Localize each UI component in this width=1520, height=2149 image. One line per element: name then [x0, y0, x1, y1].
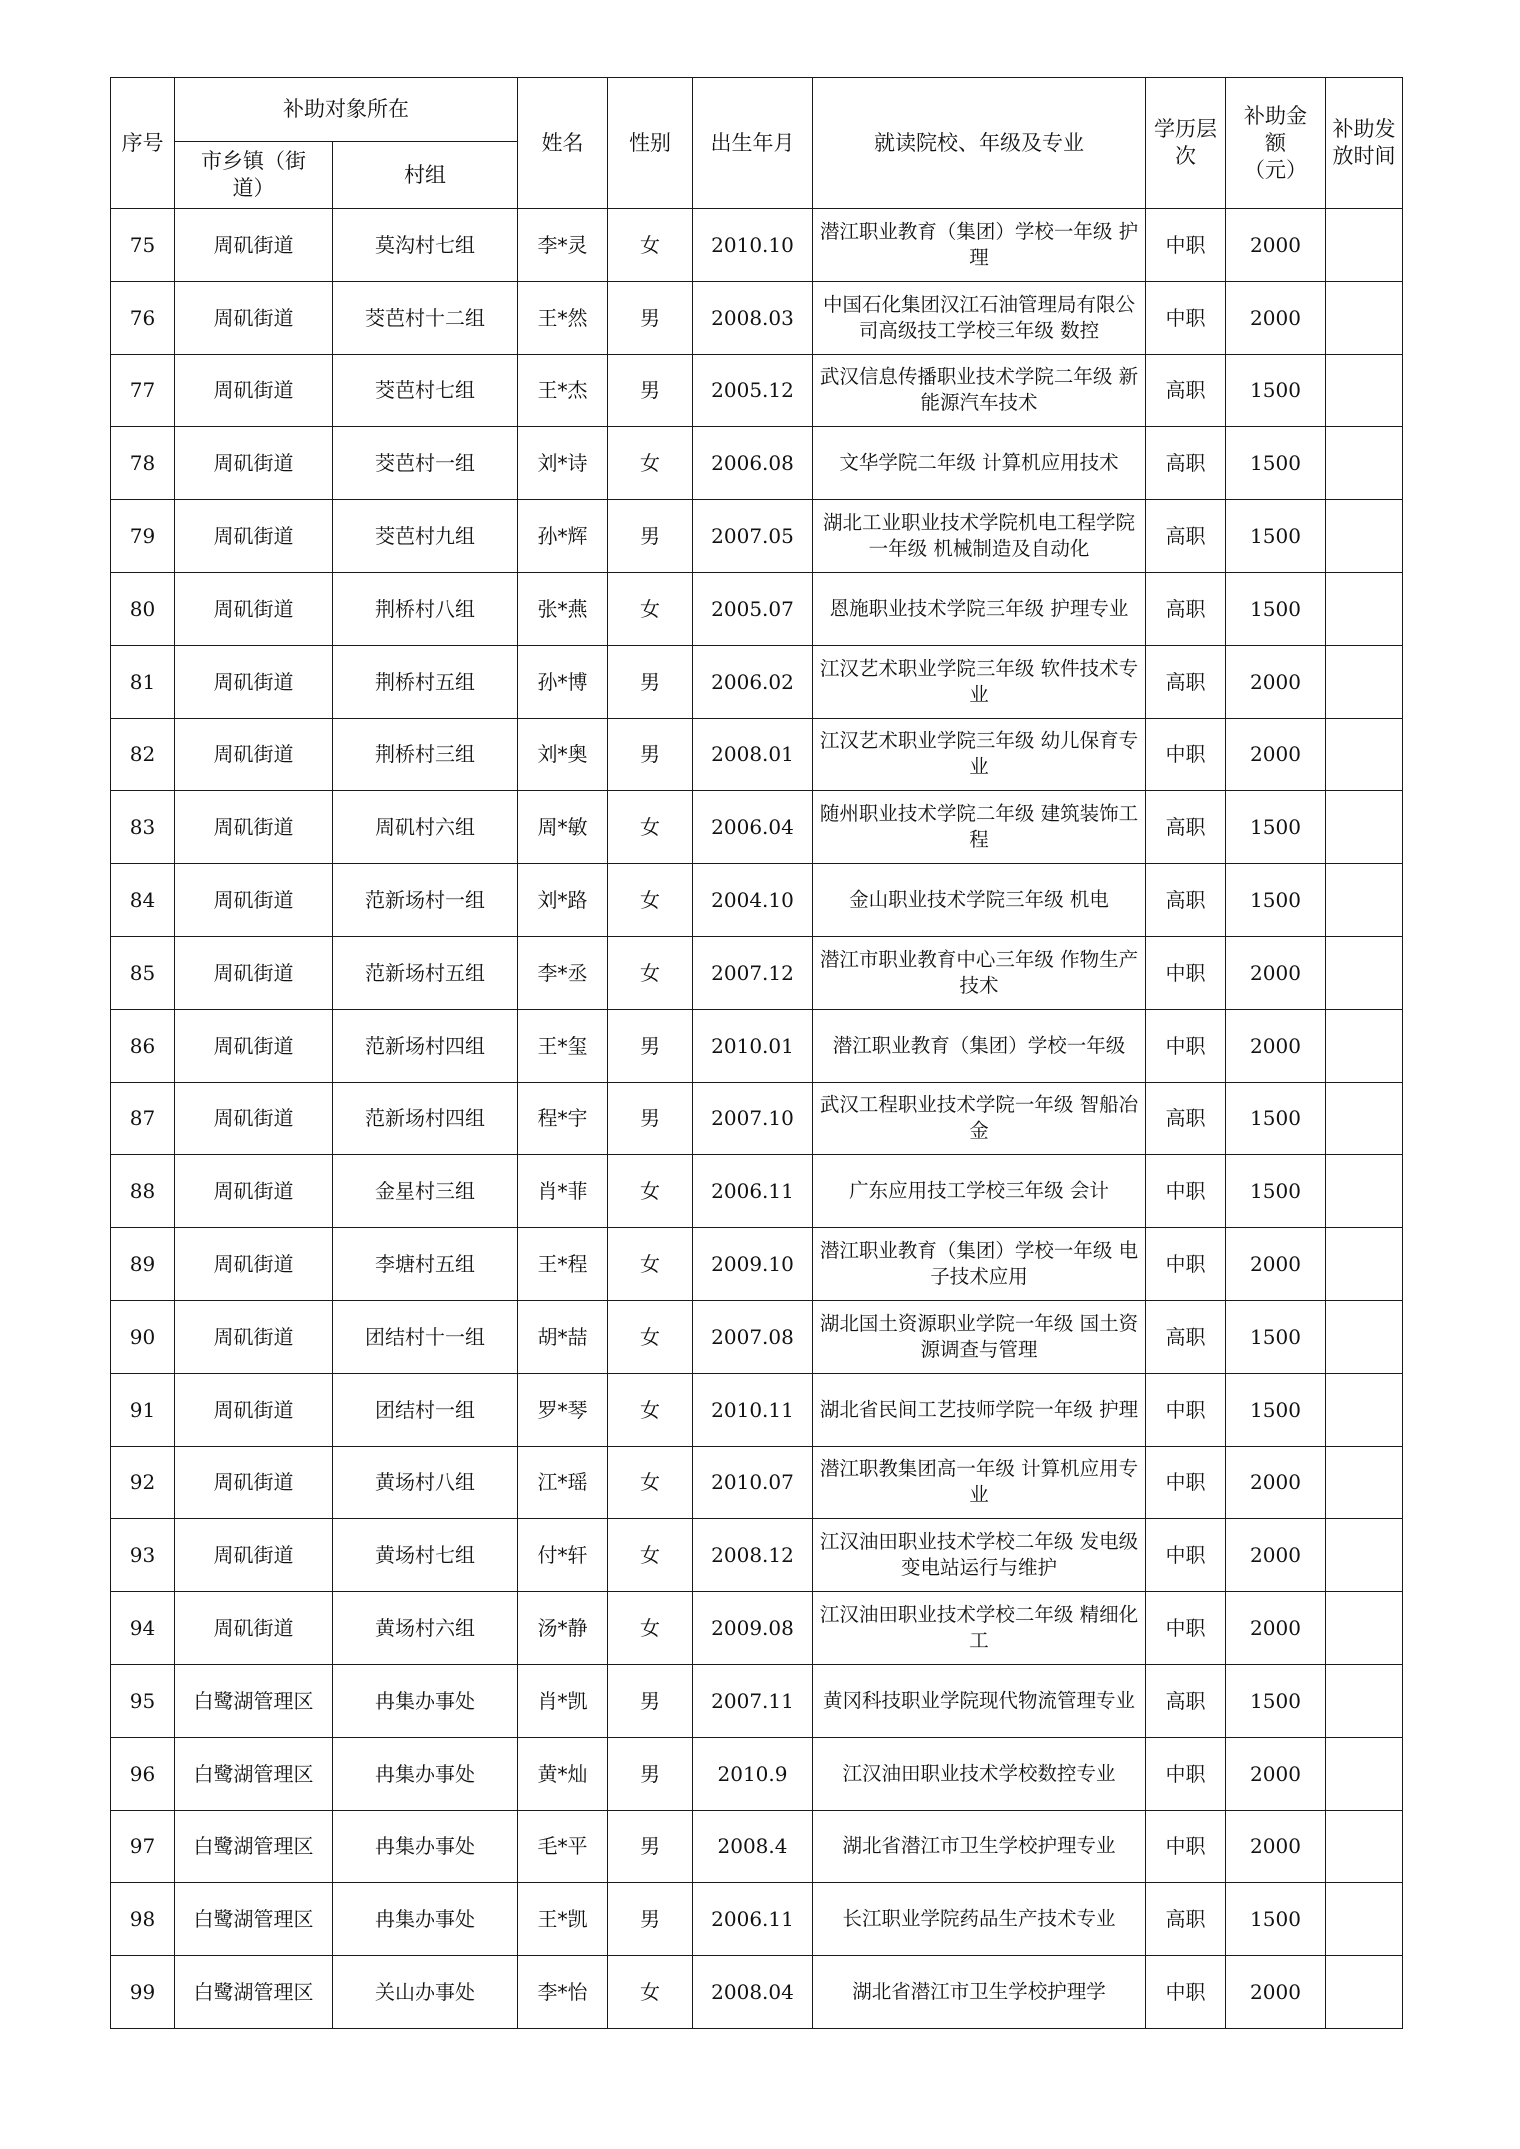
cell-time [1326, 718, 1403, 791]
cell-school: 恩施职业技术学院三年级 护理专业 [813, 572, 1146, 645]
cell-amount: 2000 [1226, 1446, 1326, 1519]
header-level [1146, 78, 1226, 209]
cell-birth: 2010.9 [693, 1737, 813, 1810]
cell-village: 范新场村四组 [333, 1082, 518, 1155]
table-row [111, 281, 1403, 354]
cell-birth: 2008.01 [693, 718, 813, 791]
cell-school: 湖北国土资源职业学院一年级 国土资源调查与管理 [813, 1300, 1146, 1373]
cell-time [1326, 936, 1403, 1009]
table-row [111, 500, 1403, 573]
cell-name: 肖*菲 [518, 1155, 608, 1228]
cell-level: 中职 [1146, 1009, 1226, 1082]
cell-time [1326, 1446, 1403, 1519]
cell-town: 周矶街道 [175, 500, 333, 573]
table-row [111, 1664, 1403, 1737]
header-amount-text: 补助金额（元） [1244, 103, 1307, 182]
cell-birth: 2005.12 [693, 354, 813, 427]
table-row [111, 1883, 1403, 1956]
cell-town: 周矶街道 [175, 645, 333, 718]
table-row [111, 1592, 1403, 1665]
cell-village: 荆桥村三组 [333, 718, 518, 791]
cell-birth: 2010.01 [693, 1009, 813, 1082]
cell-school: 长江职业学院药品生产技术专业 [813, 1883, 1146, 1956]
cell-level: 中职 [1146, 718, 1226, 791]
cell-seq: 80 [111, 572, 175, 645]
cell-time [1326, 1300, 1403, 1373]
cell-amount: 2000 [1226, 209, 1326, 282]
header-level-text: 学历层次 [1154, 117, 1217, 168]
cell-town: 周矶街道 [175, 281, 333, 354]
cell-village: 黄场村七组 [333, 1519, 518, 1592]
table-row [111, 864, 1403, 937]
cell-amount: 1500 [1226, 1883, 1326, 1956]
header-school: 就读院校、年级及专业 [813, 78, 1146, 209]
cell-amount: 2000 [1226, 1810, 1326, 1883]
cell-village: 冉集办事处 [333, 1664, 518, 1737]
cell-school: 江汉艺术职业学院三年级 软件技术专业 [813, 645, 1146, 718]
cell-gender: 女 [608, 1228, 693, 1301]
cell-gender: 女 [608, 936, 693, 1009]
cell-name: 黄*灿 [518, 1737, 608, 1810]
cell-town: 周矶街道 [175, 791, 333, 864]
cell-amount: 2000 [1226, 281, 1326, 354]
cell-seq: 94 [111, 1592, 175, 1665]
cell-gender: 男 [608, 1810, 693, 1883]
cell-level: 中职 [1146, 281, 1226, 354]
cell-school: 湖北省民间工艺技师学院一年级 护理 [813, 1373, 1146, 1446]
cell-seq: 79 [111, 500, 175, 573]
cell-village: 团结村一组 [333, 1373, 518, 1446]
cell-gender: 男 [608, 500, 693, 573]
cell-name: 付*轩 [518, 1519, 608, 1592]
header-town [175, 142, 333, 209]
cell-seq: 88 [111, 1155, 175, 1228]
cell-school: 广东应用技工学校三年级 会计 [813, 1155, 1146, 1228]
table-row [111, 354, 1403, 427]
cell-name: 王*然 [518, 281, 608, 354]
cell-gender: 女 [608, 572, 693, 645]
cell-level: 中职 [1146, 1373, 1226, 1446]
cell-level: 高职 [1146, 500, 1226, 573]
cell-amount: 2000 [1226, 1592, 1326, 1665]
cell-amount: 1500 [1226, 427, 1326, 500]
cell-town: 周矶街道 [175, 864, 333, 937]
cell-level: 中职 [1146, 1228, 1226, 1301]
cell-village: 莫沟村七组 [333, 209, 518, 282]
table-row [111, 1956, 1403, 2029]
cell-town: 白鹭湖管理区 [175, 1664, 333, 1737]
cell-village: 茭芭村十二组 [333, 281, 518, 354]
cell-time [1326, 1155, 1403, 1228]
cell-time [1326, 1082, 1403, 1155]
cell-school: 黄冈科技职业学院现代物流管理专业 [813, 1664, 1146, 1737]
cell-time [1326, 1956, 1403, 2029]
header-name: 姓名 [518, 78, 608, 209]
cell-town: 周矶街道 [175, 209, 333, 282]
cell-amount: 1500 [1226, 1300, 1326, 1373]
cell-village: 茭芭村九组 [333, 500, 518, 573]
cell-time [1326, 1810, 1403, 1883]
cell-time [1326, 500, 1403, 573]
cell-town: 周矶街道 [175, 1009, 333, 1082]
header-time-text: 补助发放时间 [1332, 117, 1396, 168]
cell-town: 周矶街道 [175, 1519, 333, 1592]
cell-level: 高职 [1146, 354, 1226, 427]
cell-school: 湖北省潜江市卫生学校护理学 [813, 1956, 1146, 2029]
cell-name: 刘*路 [518, 864, 608, 937]
cell-birth: 2006.02 [693, 645, 813, 718]
table-body [111, 209, 1403, 2029]
cell-birth: 2006.04 [693, 791, 813, 864]
cell-birth: 2010.07 [693, 1446, 813, 1519]
cell-village: 荆桥村八组 [333, 572, 518, 645]
cell-amount: 1500 [1226, 500, 1326, 573]
cell-amount: 2000 [1226, 1956, 1326, 2029]
cell-seq: 83 [111, 791, 175, 864]
cell-level: 高职 [1146, 1300, 1226, 1373]
table-row [111, 1009, 1403, 1082]
cell-seq: 93 [111, 1519, 175, 1592]
cell-amount: 1500 [1226, 1082, 1326, 1155]
cell-seq: 96 [111, 1737, 175, 1810]
cell-name: 王*程 [518, 1228, 608, 1301]
cell-town: 白鹭湖管理区 [175, 1737, 333, 1810]
cell-time [1326, 645, 1403, 718]
cell-seq: 95 [111, 1664, 175, 1737]
cell-level: 高职 [1146, 1664, 1226, 1737]
cell-village: 荆桥村五组 [333, 645, 518, 718]
cell-level: 高职 [1146, 864, 1226, 937]
cell-school: 湖北省潜江市卫生学校护理专业 [813, 1810, 1146, 1883]
table-row [111, 1155, 1403, 1228]
cell-name: 刘*奥 [518, 718, 608, 791]
cell-gender: 男 [608, 1082, 693, 1155]
cell-birth: 2007.12 [693, 936, 813, 1009]
cell-seq: 86 [111, 1009, 175, 1082]
table-row [111, 1519, 1403, 1592]
cell-name: 汤*静 [518, 1592, 608, 1665]
cell-time [1326, 1664, 1403, 1737]
cell-town: 周矶街道 [175, 718, 333, 791]
cell-time [1326, 1228, 1403, 1301]
cell-amount: 1500 [1226, 791, 1326, 864]
cell-village: 范新场村四组 [333, 1009, 518, 1082]
cell-school: 江汉油田职业技术学校二年级 发电级变电站运行与维护 [813, 1519, 1146, 1592]
cell-amount: 2000 [1226, 1519, 1326, 1592]
cell-town: 周矶街道 [175, 1300, 333, 1373]
cell-birth: 2007.05 [693, 500, 813, 573]
cell-gender: 男 [608, 1737, 693, 1810]
cell-school: 潜江职业教育（集团）学校一年级 护理 [813, 209, 1146, 282]
cell-gender: 女 [608, 427, 693, 500]
cell-level: 中职 [1146, 1155, 1226, 1228]
cell-school: 武汉信息传播职业技术学院二年级 新能源汽车技术 [813, 354, 1146, 427]
cell-name: 罗*琴 [518, 1373, 608, 1446]
cell-amount: 1500 [1226, 1155, 1326, 1228]
cell-gender: 女 [608, 791, 693, 864]
cell-time [1326, 572, 1403, 645]
cell-village: 冉集办事处 [333, 1883, 518, 1956]
cell-birth: 2005.07 [693, 572, 813, 645]
cell-gender: 男 [608, 1009, 693, 1082]
cell-gender: 男 [608, 1883, 693, 1956]
cell-amount: 1500 [1226, 1373, 1326, 1446]
cell-level: 高职 [1146, 1883, 1226, 1956]
cell-time [1326, 1883, 1403, 1956]
cell-name: 王*凯 [518, 1883, 608, 1956]
cell-gender: 男 [608, 1664, 693, 1737]
cell-level: 中职 [1146, 1956, 1226, 2029]
table-row [111, 1737, 1403, 1810]
cell-gender: 女 [608, 864, 693, 937]
cell-gender: 女 [608, 1592, 693, 1665]
table-row [111, 1300, 1403, 1373]
cell-seq: 87 [111, 1082, 175, 1155]
cell-seq: 75 [111, 209, 175, 282]
cell-birth: 2004.10 [693, 864, 813, 937]
cell-amount: 2000 [1226, 1009, 1326, 1082]
header-location-group: 补助对象所在 [175, 78, 518, 142]
cell-time [1326, 281, 1403, 354]
cell-level: 中职 [1146, 1592, 1226, 1665]
cell-seq: 76 [111, 281, 175, 354]
cell-birth: 2007.10 [693, 1082, 813, 1155]
cell-school: 文华学院二年级 计算机应用技术 [813, 427, 1146, 500]
cell-town: 周矶街道 [175, 1446, 333, 1519]
cell-town: 周矶街道 [175, 1592, 333, 1665]
cell-name: 李*丞 [518, 936, 608, 1009]
header-birth: 出生年月 [693, 78, 813, 209]
cell-birth: 2009.08 [693, 1592, 813, 1665]
table-row [111, 572, 1403, 645]
cell-village: 冉集办事处 [333, 1737, 518, 1810]
cell-amount: 2000 [1226, 645, 1326, 718]
cell-name: 程*宇 [518, 1082, 608, 1155]
cell-name: 孙*辉 [518, 500, 608, 573]
cell-time [1326, 1737, 1403, 1810]
cell-level: 中职 [1146, 209, 1226, 282]
cell-village: 茭芭村一组 [333, 427, 518, 500]
cell-town: 白鹭湖管理区 [175, 1883, 333, 1956]
cell-village: 黄场村六组 [333, 1592, 518, 1665]
table-row [111, 1082, 1403, 1155]
cell-town: 周矶街道 [175, 1155, 333, 1228]
cell-village: 李塘村五组 [333, 1228, 518, 1301]
cell-gender: 女 [608, 1300, 693, 1373]
cell-time [1326, 354, 1403, 427]
cell-name: 胡*喆 [518, 1300, 608, 1373]
cell-birth: 2008.04 [693, 1956, 813, 2029]
cell-level: 中职 [1146, 1737, 1226, 1810]
cell-birth: 2007.11 [693, 1664, 813, 1737]
cell-village: 黄场村八组 [333, 1446, 518, 1519]
cell-level: 高职 [1146, 791, 1226, 864]
cell-level: 高职 [1146, 1082, 1226, 1155]
cell-birth: 2007.08 [693, 1300, 813, 1373]
cell-seq: 97 [111, 1810, 175, 1883]
cell-time [1326, 427, 1403, 500]
header-town-text: 市乡镇（街道） [201, 149, 306, 200]
cell-school: 潜江职教集团高一年级 计算机应用专业 [813, 1446, 1146, 1519]
cell-school: 中国石化集团汉江石油管理局有限公司高级技工学校三年级 数控 [813, 281, 1146, 354]
cell-amount: 2000 [1226, 1737, 1326, 1810]
cell-birth: 2008.03 [693, 281, 813, 354]
cell-town: 周矶街道 [175, 572, 333, 645]
cell-seq: 77 [111, 354, 175, 427]
cell-level: 中职 [1146, 936, 1226, 1009]
cell-amount: 2000 [1226, 936, 1326, 1009]
cell-town: 周矶街道 [175, 1373, 333, 1446]
cell-school: 湖北工业职业技术学院机电工程学院 一年级 机械制造及自动化 [813, 500, 1146, 573]
cell-village: 范新场村一组 [333, 864, 518, 937]
table-row [111, 427, 1403, 500]
cell-village: 范新场村五组 [333, 936, 518, 1009]
cell-village: 茭芭村七组 [333, 354, 518, 427]
cell-level: 高职 [1146, 427, 1226, 500]
cell-time [1326, 1373, 1403, 1446]
cell-gender: 女 [608, 1446, 693, 1519]
cell-seq: 82 [111, 718, 175, 791]
cell-school: 武汉工程职业技术学院一年级 智船冶金 [813, 1082, 1146, 1155]
cell-birth: 2008.12 [693, 1519, 813, 1592]
cell-town: 周矶街道 [175, 1228, 333, 1301]
cell-seq: 85 [111, 936, 175, 1009]
cell-town: 周矶街道 [175, 936, 333, 1009]
cell-gender: 男 [608, 281, 693, 354]
cell-time [1326, 1592, 1403, 1665]
cell-birth: 2006.11 [693, 1155, 813, 1228]
header-amount [1226, 78, 1326, 209]
cell-birth: 2008.4 [693, 1810, 813, 1883]
cell-gender: 女 [608, 1519, 693, 1592]
cell-seq: 99 [111, 1956, 175, 2029]
cell-school: 金山职业技术学院三年级 机电 [813, 864, 1146, 937]
cell-gender: 女 [608, 1155, 693, 1228]
cell-name: 刘*诗 [518, 427, 608, 500]
cell-gender: 女 [608, 1956, 693, 2029]
cell-name: 李*灵 [518, 209, 608, 282]
cell-name: 孙*博 [518, 645, 608, 718]
cell-time [1326, 864, 1403, 937]
cell-birth: 2006.08 [693, 427, 813, 500]
cell-birth: 2009.10 [693, 1228, 813, 1301]
cell-gender: 女 [608, 209, 693, 282]
cell-seq: 81 [111, 645, 175, 718]
cell-town: 白鹭湖管理区 [175, 1956, 333, 2029]
cell-seq: 91 [111, 1373, 175, 1446]
cell-town: 白鹭湖管理区 [175, 1810, 333, 1883]
cell-seq: 84 [111, 864, 175, 937]
table-row [111, 791, 1403, 864]
table-row [111, 645, 1403, 718]
subsidy-table-sheet [110, 77, 1403, 2029]
cell-school: 潜江职业教育（集团）学校一年级 电子技术应用 [813, 1228, 1146, 1301]
cell-amount: 2000 [1226, 718, 1326, 791]
cell-name: 肖*凯 [518, 1664, 608, 1737]
header-seq: 序号 [111, 78, 175, 209]
cell-school: 随州职业技术学院二年级 建筑装饰工程 [813, 791, 1146, 864]
cell-name: 张*燕 [518, 572, 608, 645]
cell-time [1326, 791, 1403, 864]
cell-town: 周矶街道 [175, 354, 333, 427]
cell-town: 周矶街道 [175, 1082, 333, 1155]
cell-name: 李*怡 [518, 1956, 608, 2029]
cell-gender: 男 [608, 718, 693, 791]
cell-seq: 92 [111, 1446, 175, 1519]
cell-time [1326, 1519, 1403, 1592]
cell-name: 毛*平 [518, 1810, 608, 1883]
cell-level: 中职 [1146, 1519, 1226, 1592]
table-row [111, 1228, 1403, 1301]
cell-time [1326, 1009, 1403, 1082]
cell-amount: 1500 [1226, 354, 1326, 427]
table-row [111, 1810, 1403, 1883]
cell-birth: 2010.11 [693, 1373, 813, 1446]
cell-name: 江*瑶 [518, 1446, 608, 1519]
cell-seq: 89 [111, 1228, 175, 1301]
header-time [1326, 78, 1403, 209]
cell-gender: 女 [608, 1373, 693, 1446]
cell-gender: 男 [608, 354, 693, 427]
cell-school: 江汉油田职业技术学校二年级 精细化工 [813, 1592, 1146, 1665]
table-row [111, 718, 1403, 791]
table-header [111, 78, 1403, 209]
cell-amount: 1500 [1226, 572, 1326, 645]
cell-seq: 98 [111, 1883, 175, 1956]
cell-town: 周矶街道 [175, 427, 333, 500]
table-row [111, 936, 1403, 1009]
cell-level: 中职 [1146, 1810, 1226, 1883]
table-row [111, 1446, 1403, 1519]
cell-seq: 90 [111, 1300, 175, 1373]
cell-school: 江汉油田职业技术学校数控专业 [813, 1737, 1146, 1810]
table-row [111, 1373, 1403, 1446]
cell-amount: 1500 [1226, 1664, 1326, 1737]
header-gender: 性别 [608, 78, 693, 209]
cell-school: 潜江职业教育（集团）学校一年级 [813, 1009, 1146, 1082]
cell-seq: 78 [111, 427, 175, 500]
cell-name: 周*敏 [518, 791, 608, 864]
cell-village: 周矶村六组 [333, 791, 518, 864]
cell-school: 潜江市职业教育中心三年级 作物生产技术 [813, 936, 1146, 1009]
cell-level: 高职 [1146, 572, 1226, 645]
cell-birth: 2006.11 [693, 1883, 813, 1956]
cell-gender: 男 [608, 645, 693, 718]
cell-time [1326, 209, 1403, 282]
cell-village: 团结村十一组 [333, 1300, 518, 1373]
cell-birth: 2010.10 [693, 209, 813, 282]
subsidy-table [110, 77, 1403, 2029]
header-village: 村组 [333, 142, 518, 209]
cell-name: 王*玺 [518, 1009, 608, 1082]
cell-level: 高职 [1146, 645, 1226, 718]
cell-amount: 2000 [1226, 1228, 1326, 1301]
cell-village: 金星村三组 [333, 1155, 518, 1228]
cell-school: 江汉艺术职业学院三年级 幼儿保育专业 [813, 718, 1146, 791]
table-row [111, 209, 1403, 282]
cell-level: 中职 [1146, 1446, 1226, 1519]
cell-village: 冉集办事处 [333, 1810, 518, 1883]
cell-amount: 1500 [1226, 864, 1326, 937]
cell-name: 王*杰 [518, 354, 608, 427]
cell-village: 关山办事处 [333, 1956, 518, 2029]
